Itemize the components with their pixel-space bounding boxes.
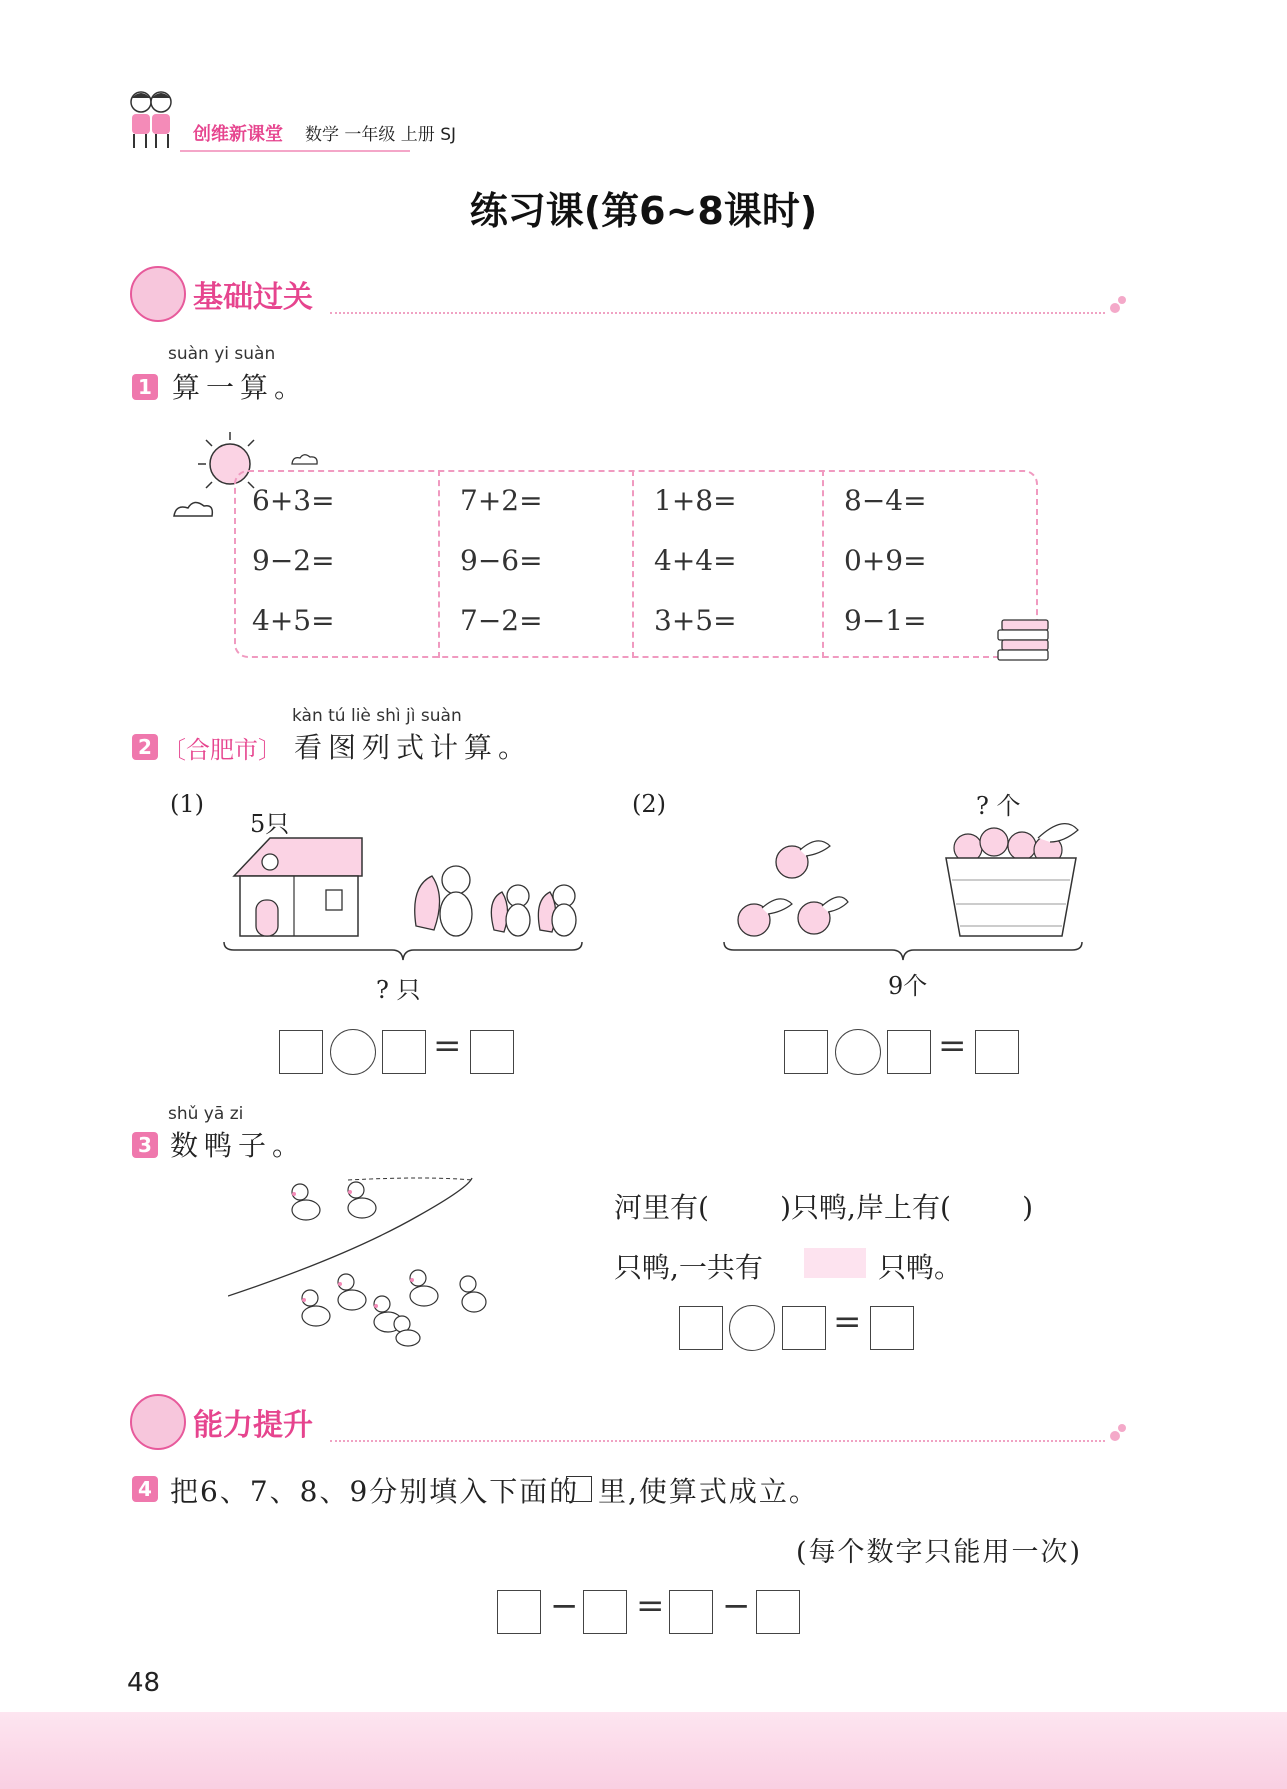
q4-text-end: 里,使算式成立。 [598,1475,819,1508]
section-basic-divider [330,312,1105,314]
section-basic-icon [130,266,186,322]
section-basic-end-dot [1110,303,1120,313]
q3-line2-end: 只鸭。 [878,1251,963,1284]
squirrels-illustration [410,856,580,940]
q2-part1-top-label: 5只 [250,810,290,838]
q2-part1-bottom-label: ? 只 [376,976,421,1004]
footer-band [0,1712,1287,1789]
radishes-illustration [730,828,850,940]
section-advanced-end-dot [1110,1431,1120,1441]
q2-text: 看图列式计算。 [294,731,533,764]
answer-box[interactable] [382,1030,426,1074]
header-underline [180,150,410,152]
brand-name: 创维新课堂 [193,124,283,145]
operator-circle[interactable] [835,1029,881,1075]
arithmetic-item: 8−4= [844,484,927,517]
q1-number: 1 [132,374,158,400]
arithmetic-item: 4+5= [252,604,335,637]
children-logo-icon [126,88,176,150]
answer-box[interactable] [784,1030,828,1074]
page-title: 练习课(第6~8课时) [469,189,818,233]
arithmetic-item: 0+9= [844,544,927,577]
answer-box[interactable] [669,1590,713,1634]
section-advanced-icon [130,1394,186,1450]
answer-box[interactable] [870,1306,914,1350]
book-meta: 数学 一年级 上册 SJ [305,125,457,145]
ducks-illustration [228,1176,488,1348]
arithmetic-item: 3+5= [654,604,737,637]
arithmetic-column-divider [632,470,634,658]
q2-part2-brace [722,940,1084,962]
answer-box[interactable] [887,1030,931,1074]
arithmetic-column-divider [438,470,440,658]
section-advanced-end-dot [1118,1424,1126,1432]
equals-sign: = [833,1302,862,1342]
arithmetic-item: 1+8= [654,484,737,517]
q3-text: 数鸭子。 [170,1129,307,1162]
equals-sign: = [636,1586,665,1626]
q2-source: 〔合肥市〕 [162,736,282,764]
house-illustration [230,832,366,940]
q2-pinyin: kàn tú liè shì jì suàn [292,706,462,726]
q3-pinyin: shǔ yā zi [168,1104,244,1124]
q2-number: 2 [132,734,158,760]
q3-number: 3 [132,1132,158,1158]
answer-box[interactable] [679,1306,723,1350]
q3-line1: 河里有( )只鸭,岸上有( ) [614,1191,1034,1224]
arithmetic-item: 9−1= [844,604,927,637]
answer-box[interactable] [782,1306,826,1350]
total-answer-blank[interactable] [804,1248,866,1278]
arithmetic-item: 9−2= [252,544,335,577]
inline-box-symbol [566,1476,592,1502]
arithmetic-item: 9−6= [460,544,543,577]
radish-basket-illustration [938,808,1084,942]
book-stack-icon [996,618,1054,664]
q1-text: 算一算。 [172,371,309,404]
q2-part2-label: (2) [632,790,666,818]
answer-box[interactable] [975,1030,1019,1074]
q2-part1-brace [222,940,584,962]
q4-note: (每个数字只能用一次) [796,1537,1083,1568]
section-advanced-title: 能力提升 [193,1408,313,1443]
answer-box[interactable] [279,1030,323,1074]
arithmetic-item: 6+3= [252,484,335,517]
arithmetic-item: 4+4= [654,544,737,577]
q2-part2-top-label: ? 个 [976,792,1021,820]
section-basic-end-dot [1118,296,1126,304]
arithmetic-column-divider [822,470,824,658]
operator-circle[interactable] [330,1029,376,1075]
q1-pinyin: suàn yi suàn [168,344,276,364]
arithmetic-item: 7+2= [460,484,543,517]
q2-part2-bottom-label: 9个 [888,972,928,1000]
answer-box[interactable] [583,1590,627,1634]
page-number: 48 [127,1668,161,1698]
q4-text-start: 把6、7、8、9分别填入下面的 [170,1475,580,1508]
answer-box[interactable] [497,1590,541,1634]
equals-sign: = [433,1026,462,1066]
arithmetic-item: 7−2= [460,604,543,637]
q2-part1-label: (1) [170,790,204,818]
section-basic-title: 基础过关 [193,280,313,315]
q3-line2-start: 只鸭,一共有 [614,1251,763,1284]
minus-sign: − [722,1586,751,1626]
section-advanced-divider [330,1440,1105,1442]
small-cloud-icon [290,450,320,466]
minus-sign: − [550,1586,579,1626]
answer-box[interactable] [470,1030,514,1074]
operator-circle[interactable] [729,1305,775,1351]
equals-sign: = [938,1026,967,1066]
answer-box[interactable] [756,1590,800,1634]
q4-number: 4 [132,1476,158,1502]
